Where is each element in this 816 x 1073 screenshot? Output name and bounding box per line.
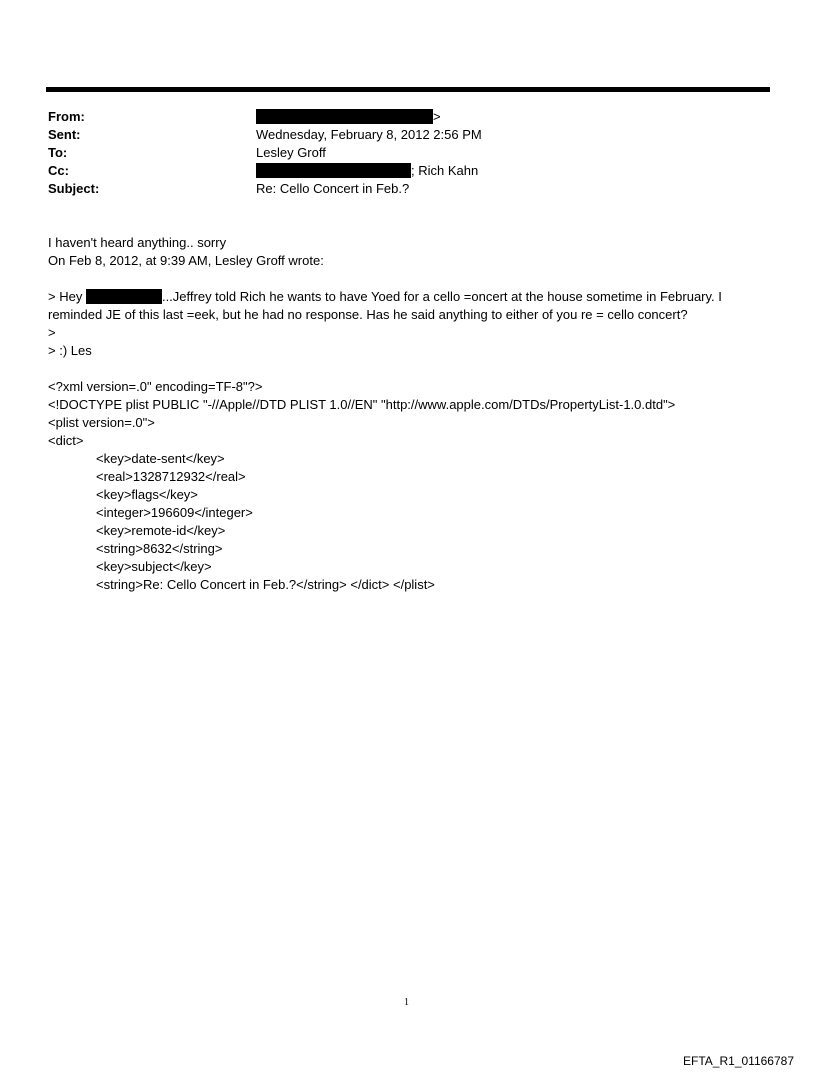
cc-value	[256, 163, 478, 179]
xml-line: <!DOCTYPE plist PUBLIC "-//Apple//DTD PLIST 1.0//EN" "http://www.apple.com/DTDs/PropertyList-1.0.dtd">	[48, 397, 676, 412]
quote-rest: ...Jeffrey told Rich he wants to have Yoed for a cello =oncert at the house sometime in February. I	[161, 289, 722, 304]
bates-number: EFTA_R1_01166787	[683, 1054, 794, 1068]
quoted-line: reminded JE of this last =eek, but he had no response. Has he said anything to either of you re = cello concert?	[48, 307, 688, 322]
header-rule	[46, 87, 770, 92]
quote-prefix: > Hey	[48, 289, 83, 304]
xml-line: <string>8632</string>	[96, 541, 223, 556]
xml-line: <string>Re: Cello Concert in Feb.?</string> </dict> </plist>	[96, 577, 435, 592]
cc-label: Cc:	[48, 163, 69, 178]
xml-line: <key>subject</key>	[96, 559, 212, 574]
redaction-block	[256, 109, 433, 124]
xml-line: <plist version=.0">	[48, 415, 155, 430]
from-value	[256, 109, 441, 125]
body-line: On Feb 8, 2012, at 9:39 AM, Lesley Groff wrote:	[48, 253, 324, 268]
xml-line: <dict>	[48, 433, 84, 448]
xml-line: <real>1328712932</real>	[96, 469, 246, 484]
subject-value: Re: Cello Concert in Feb.?	[256, 181, 410, 196]
from-value-text: >	[433, 109, 441, 124]
page-number: 1	[404, 997, 409, 1008]
subject-label: Subject:	[48, 181, 100, 196]
redaction-block	[256, 163, 411, 178]
quoted-line: > :) Les	[48, 343, 92, 358]
sent-value: Wednesday, February 8, 2012 2:56 PM	[256, 127, 482, 142]
xml-line: <key>remote-id</key>	[96, 523, 226, 538]
xml-line: <key>flags</key>	[96, 487, 198, 502]
to-label: To:	[48, 145, 68, 160]
redaction-block	[86, 289, 162, 304]
xml-line: <?xml version=.0" encoding=TF-8"?>	[48, 379, 263, 394]
to-value: Lesley Groff	[256, 145, 326, 160]
xml-line: <key>date-sent</key>	[96, 451, 225, 466]
xml-line: <integer>196609</integer>	[96, 505, 253, 520]
quoted-line	[48, 288, 722, 306]
body-line: I haven't heard anything.. sorry	[48, 235, 227, 250]
from-label: From:	[48, 109, 85, 124]
quoted-line: >	[48, 325, 56, 340]
cc-value-text: ; Rich Kahn	[411, 163, 479, 178]
sent-label: Sent:	[48, 127, 81, 142]
